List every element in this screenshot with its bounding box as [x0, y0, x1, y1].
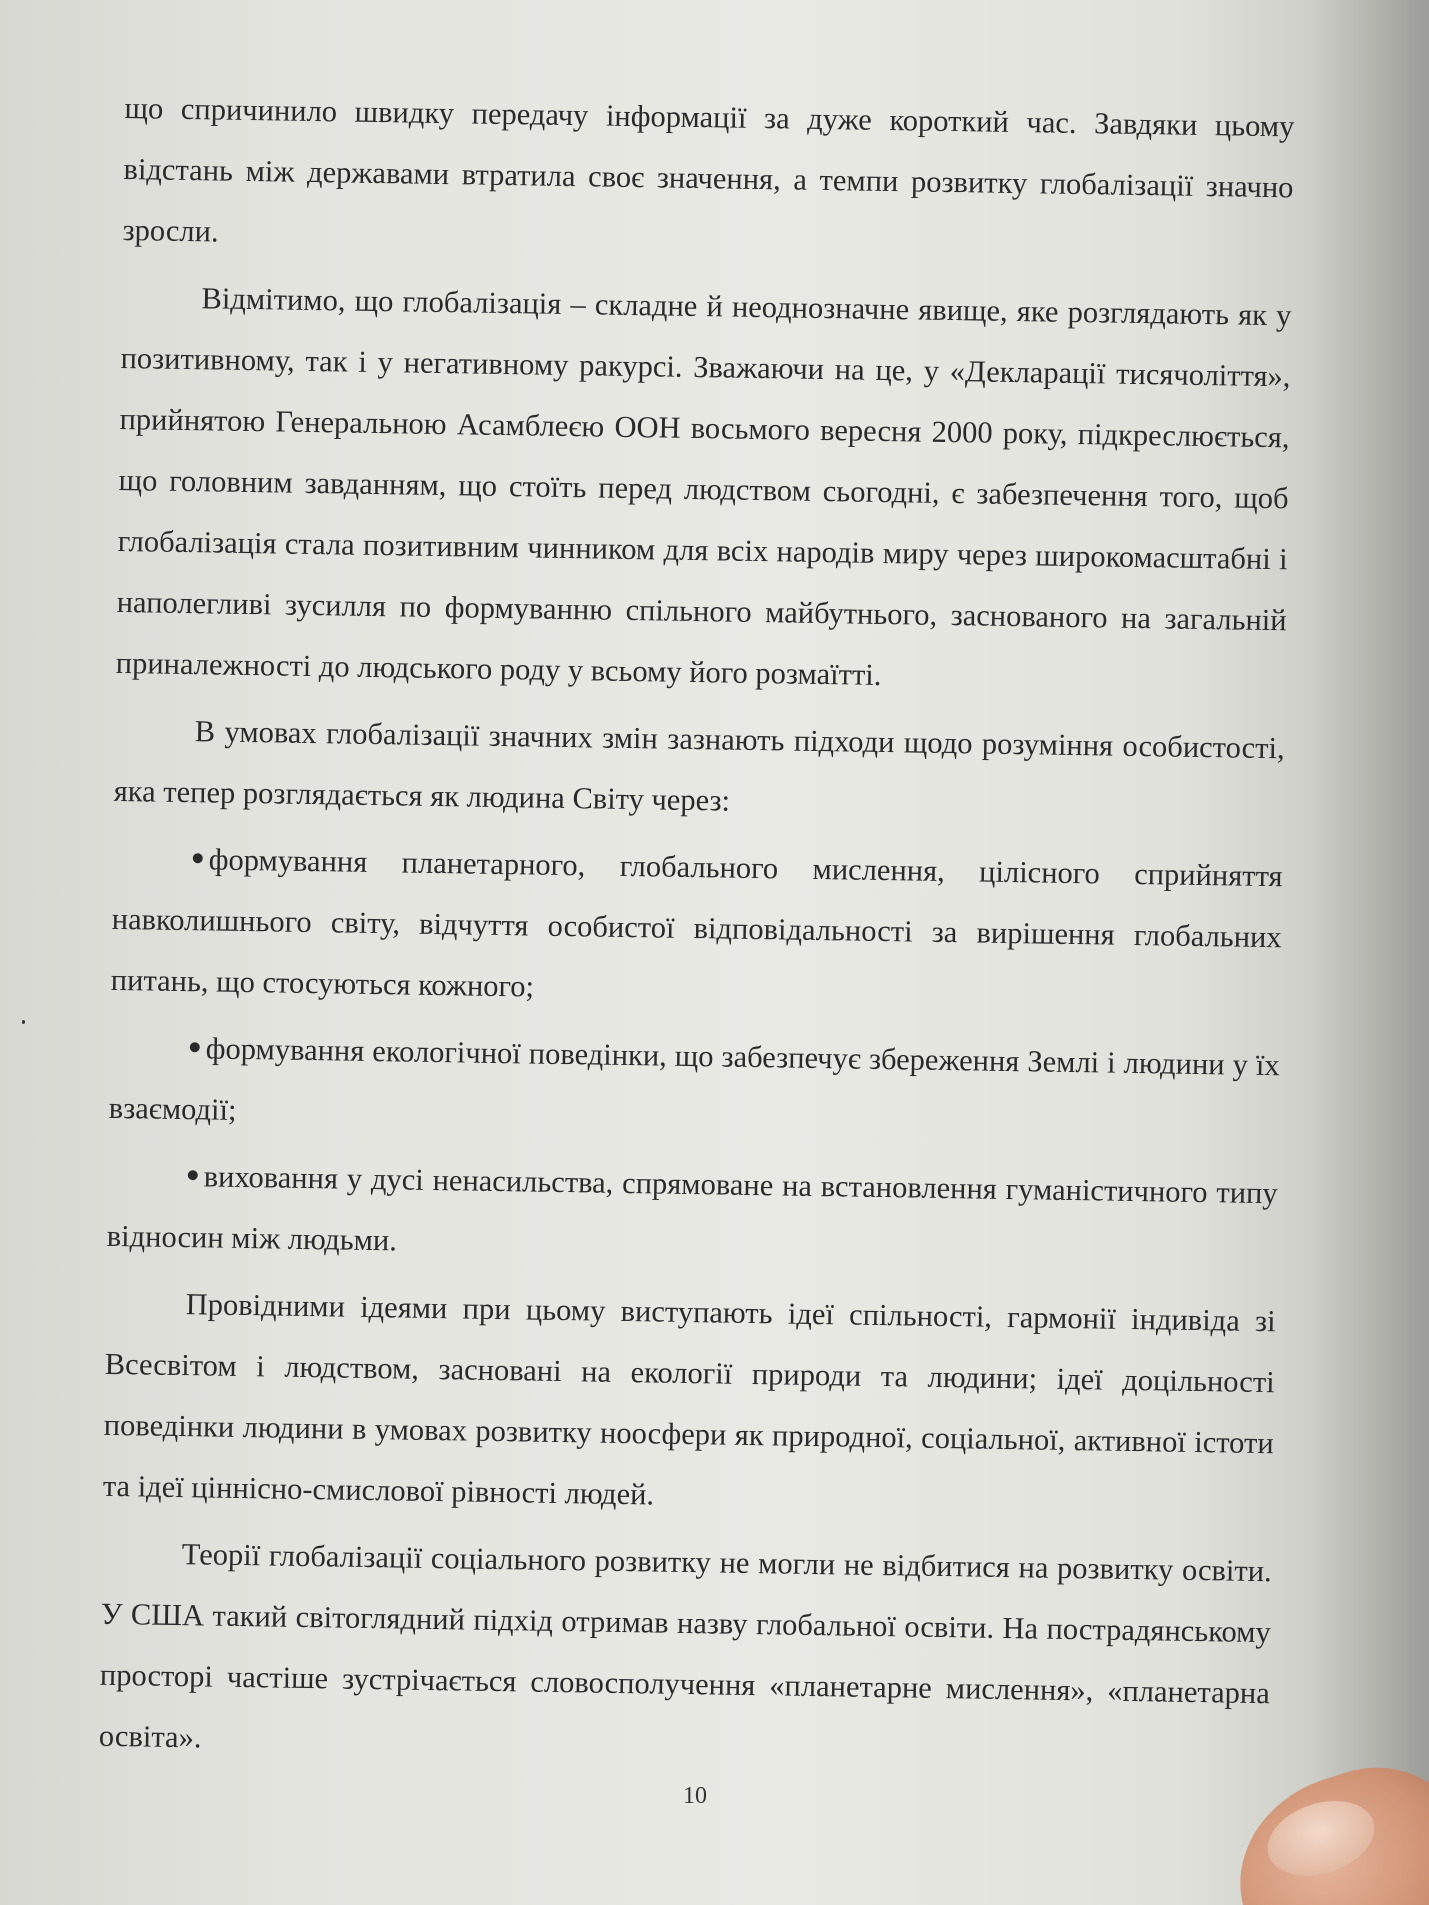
- bullet-dot-icon: [190, 1042, 200, 1052]
- paragraph-4: Провідними ідеями при цьому виступають ідеї спільності, гармонії індивіда зі Всесвітом і людством, засновані на екології природи та людини; ідеї доцільності поведінки людини в умовах розвитку ноосфери як природної, соціальної, активної істоти та ідеї ціннісно-смислової рівності людей.: [102, 1287, 1276, 1512]
- paragraph-1: що спричинило швидку передачу інформації за дуже короткий час. Завдяки цьому відстань між державами втратила своє значення, а темпи розвитку глобалізації значно зросли.: [122, 90, 1295, 249]
- document-page: [98, 78, 1294, 1791]
- bullet-item-3: [106, 1145, 1278, 1285]
- paragraph-3: В умовах глобалізації значних змін зазнають підходи щодо розуміння особистості, яка тепер розглядається як людина Світу через:: [113, 714, 1285, 818]
- bullet-dot-icon: [193, 853, 203, 863]
- bullet-text-2: формування екологічної поведінки, що забезпечує збереження Землі і людини у їх взаємодії;: [108, 1031, 1280, 1127]
- bullet-text-3: виховання у дусі ненасильства, спрямоване на встановлення гуманістичного типу відносин між людьми.: [106, 1159, 1278, 1258]
- paper-speck: [22, 1020, 25, 1024]
- bullet-item-2: [108, 1017, 1280, 1157]
- bullet-text-1: формування планетарного, глобального мислення, цілісного сприйняття навколишнього світу, відчуття особистої відповідальності за вирішення глобальних питань, що стосуються кожного;: [110, 842, 1283, 1004]
- thumb-nail: [1258, 1788, 1384, 1889]
- paragraph-2: Відмітимо, що глобалізація – складне й неоднозначне явище, яке розглядають як у позитивному, так і у негативному ракурсі. Зважаючи на це, у «Декларації тисячоліття», прийнятою Генеральною Асамблеєю ООН восьмого вересня 2000 року, підкреслюється, що головним завданням, що стоїть перед людством сьогодні, є забезпечення того, щоб глобалізація стала позитивним чинником для всіх народів миру через широкомасштабні і наполегливі зусилля по формуванню спільного майбутнього, заснованого на загальній приналежності до людського роду у всьому його розмаїтті.: [115, 281, 1292, 692]
- bullet-item-1: [110, 828, 1283, 1029]
- page-edge-shadow: [1309, 0, 1429, 1905]
- paragraph-5: Теорії глобалізації соціального розвитку не могли не відбитися на розвитку освіти. У США такий світоглядний підхід отримав назву глобальної освіти. На пострадянському просторі частіше зустрічається словосполучення «планетарне мислення», «планетарна освіта».: [98, 1537, 1272, 1755]
- page-number: 10: [683, 1783, 707, 1809]
- bullet-dot-icon: [188, 1170, 198, 1180]
